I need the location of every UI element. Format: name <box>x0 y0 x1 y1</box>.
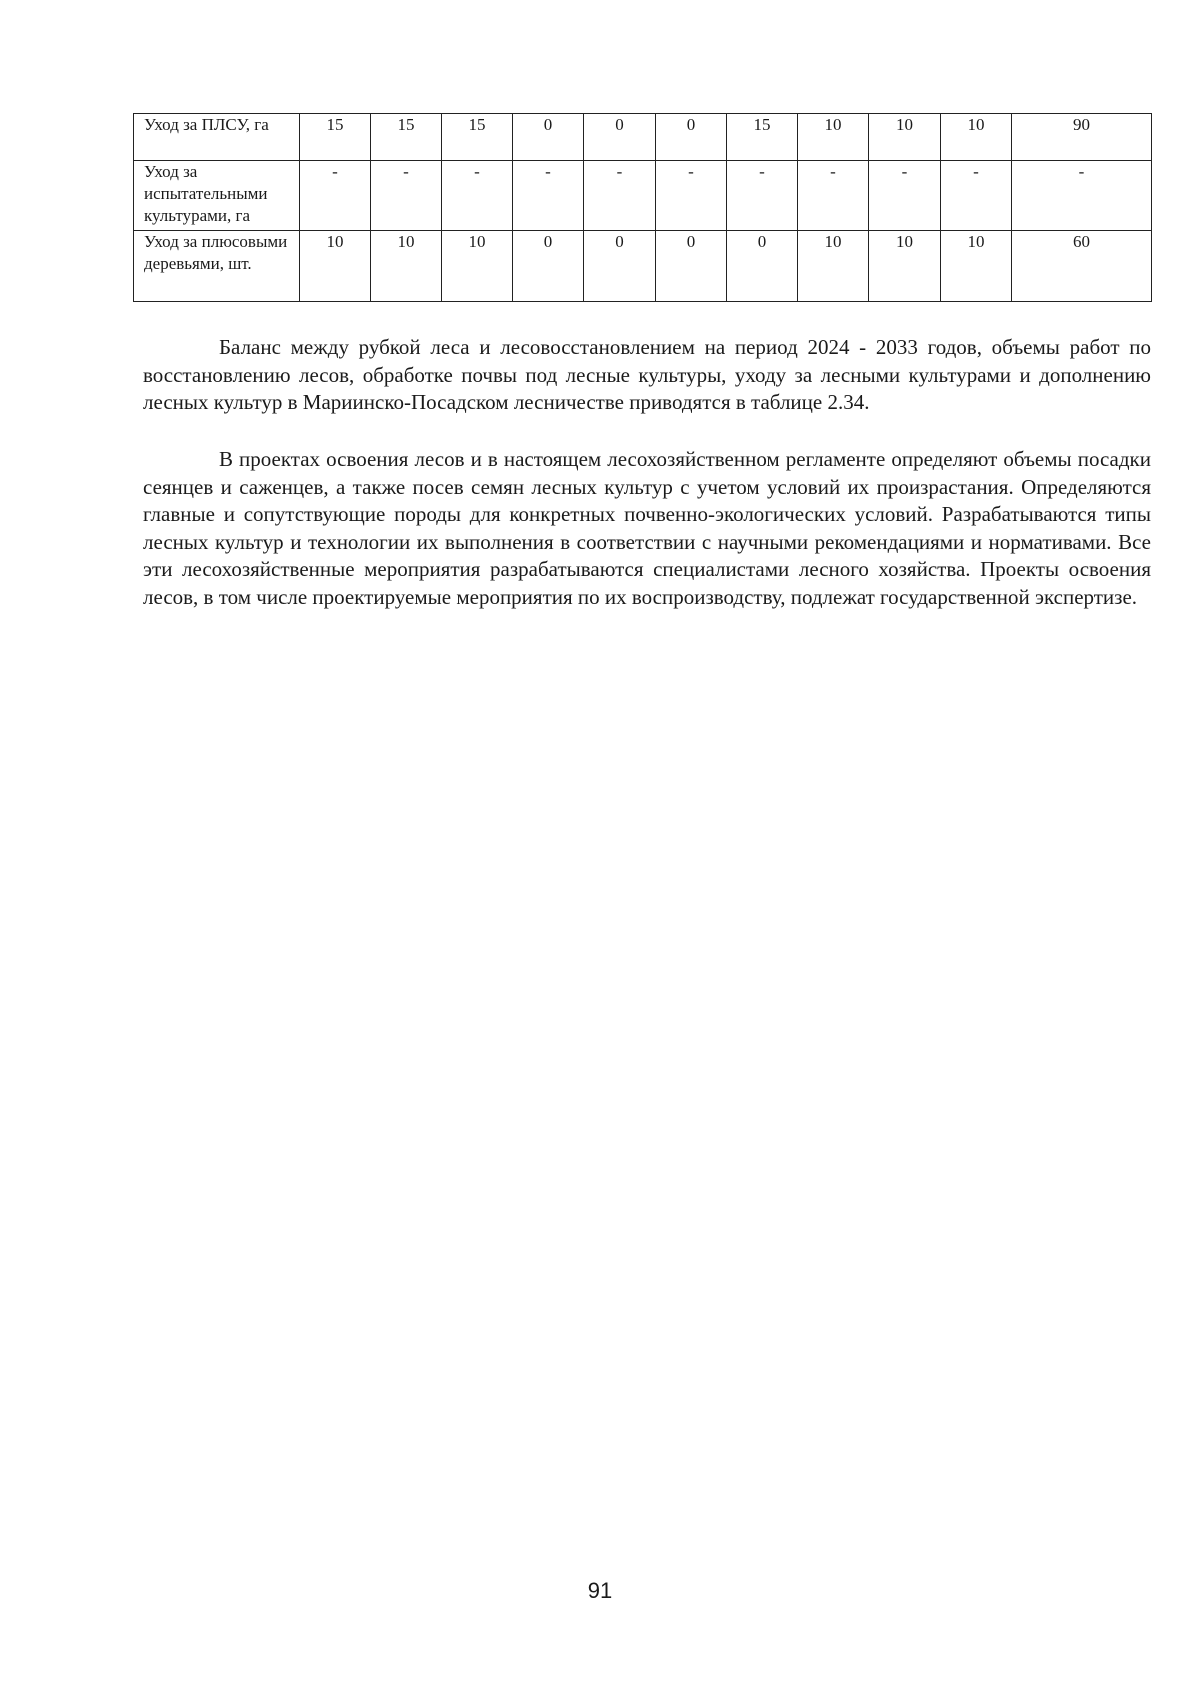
table-row <box>134 231 1152 302</box>
row-label: Уход за ПЛСУ, га <box>134 114 300 161</box>
page-number: 91 <box>587 1578 613 1603</box>
table-cell: 0 <box>584 114 656 161</box>
table-cell: 0 <box>584 231 656 302</box>
body-paragraph: В проектах освоения лесов и в настоящем лесохозяйственном регламенте определяют объемы посадки сеянцев и саженцев, а также посев семян лесных культур с учетом условий их произрастания. Определяются главные и сопутствующие породы для конкретных почвенно-экологических условий. Разрабатываются типы лесных культур и технологии их выполнения в соответствии с научными рекомендациями и нормативами. Все эти лесохозяйственные мероприятия разрабатываются специалистами лесного хозяйства. Проекты освоения лесов, в том числе проектируемые мероприятия по их воспроизводству, подлежат государственной экспертизе. <box>143 447 1151 609</box>
table-cell: 15 <box>442 114 513 161</box>
table-cell: - <box>371 161 442 231</box>
row-label: Уход за плюсовыми деревьями, шт. <box>134 231 300 302</box>
table-cell: 10 <box>442 231 513 302</box>
table-cell: 10 <box>941 114 1012 161</box>
table-cell: 15 <box>371 114 442 161</box>
table-cell-total: 60 <box>1012 231 1152 302</box>
table-cell: 10 <box>798 231 869 302</box>
table-cell: - <box>584 161 656 231</box>
table-row <box>134 161 1152 231</box>
body-paragraph: Баланс между рубкой леса и лесовосстановлением на период 2024 - 2033 годов, объемы работ по восстановлению лесов, обработке почвы под лесные культуры, уходу за лесными культурами и дополнению лесных культур в Мариинско-Посадском лесничестве приводятся в таблице 2.34. <box>143 335 1151 414</box>
table-cell: 0 <box>656 114 727 161</box>
table-cell: - <box>442 161 513 231</box>
row-label: Уход за испытательными культурами, га <box>134 161 300 231</box>
table-cell: - <box>869 161 941 231</box>
table-cell-total: 90 <box>1012 114 1152 161</box>
table-cell: - <box>656 161 727 231</box>
table-cell: - <box>513 161 584 231</box>
table-row <box>134 114 1152 161</box>
table-cell: - <box>300 161 371 231</box>
table-cell: 0 <box>513 114 584 161</box>
table-cell-total: - <box>1012 161 1152 231</box>
table-cell: 10 <box>798 114 869 161</box>
table-cell: 10 <box>869 114 941 161</box>
table-cell: 10 <box>371 231 442 302</box>
data-table <box>133 113 1152 302</box>
table-cell: - <box>798 161 869 231</box>
table-cell: 0 <box>656 231 727 302</box>
table-cell: 15 <box>727 114 798 161</box>
table-cell: 0 <box>727 231 798 302</box>
table-cell: 10 <box>300 231 371 302</box>
table-cell: 10 <box>869 231 941 302</box>
table-cell: 15 <box>300 114 371 161</box>
table-cell: - <box>941 161 1012 231</box>
table-cell: - <box>727 161 798 231</box>
table-cell: 10 <box>941 231 1012 302</box>
table-cell: 0 <box>513 231 584 302</box>
